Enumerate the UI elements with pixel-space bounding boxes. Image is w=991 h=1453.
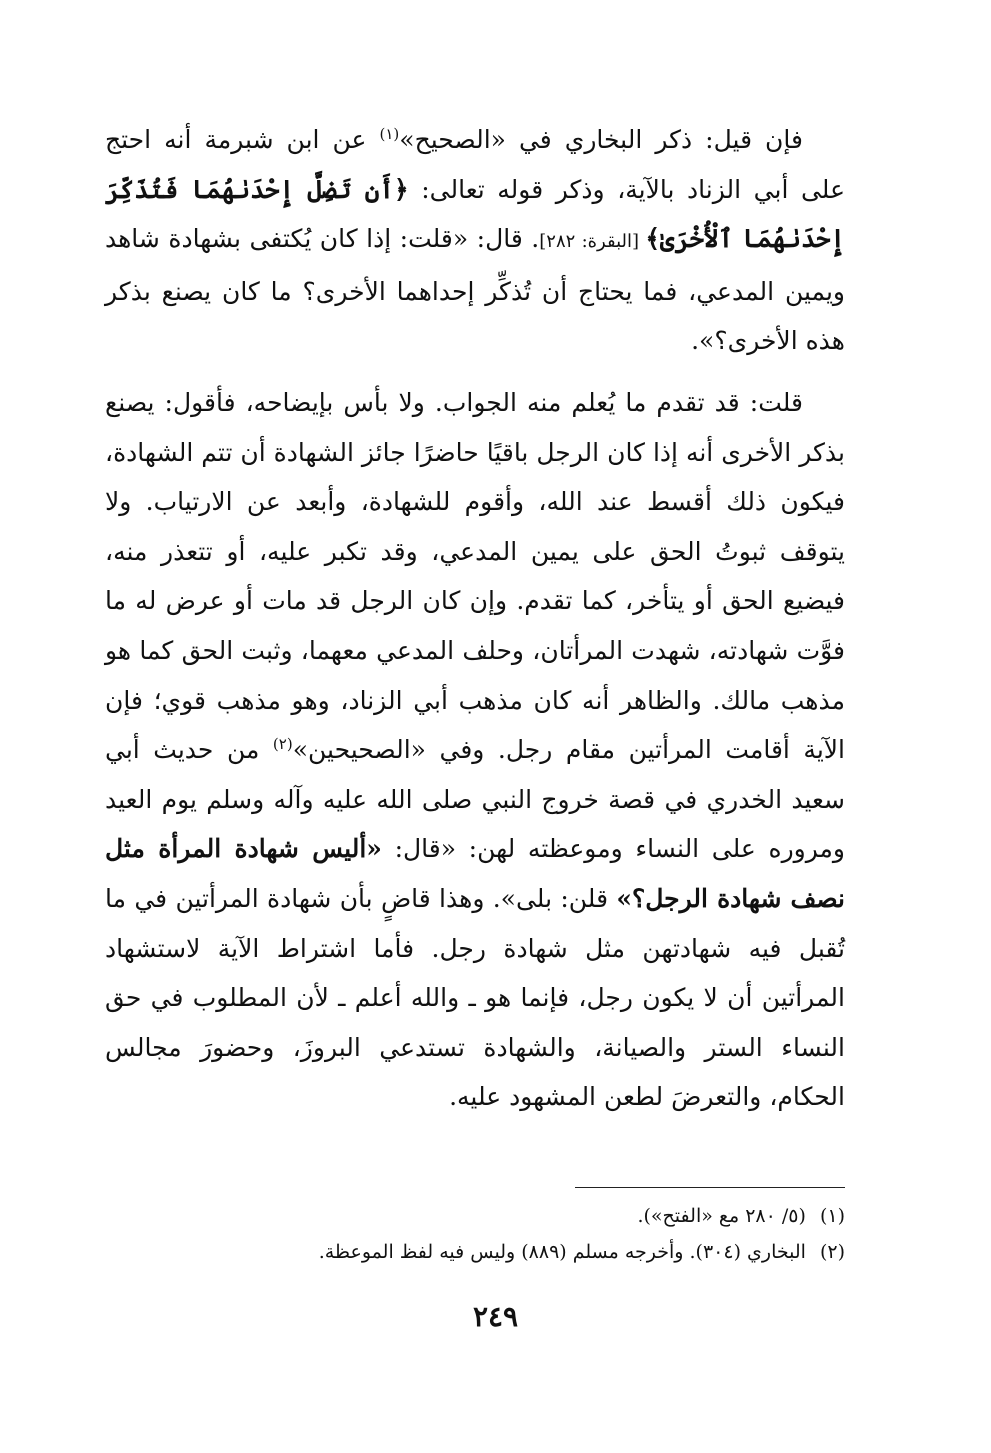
footnote-ref-1[interactable]: (١) (379, 125, 400, 143)
page-number: ٢٤٩ (472, 1300, 519, 1333)
footnote-1-number: (١) (819, 1205, 845, 1227)
footnote-1 (105, 1198, 845, 1234)
p2-text-a: قلت: قد تقدم ما يُعلم منه الجواب. ولا بأس بإيضاحه، فأقول: يصنع بذكر الأخرى أنه إذا كان الرجل باقيًا حاضرًا جائز الشهادة أن تتم الشهادة، فيكون ذلك أقسط عند الله، وأقوم للشهادة، وأبعد عن الارتياب. ولا يتوقف ثبوتُ الحق على يمين المدعي، وقد تكبر عليه، أو تتعذر منه، فيضيع الحق أو يتأخر، كما تقدم. وإن كان الرجل قد مات أو عرض له ما فوَّت شهادته، شهدت المرأتان، وحلف المدعي معهما، وثبت الحق كما هو مذهب مالك. والظاهر أنه كان مذهب أبي الزناد، وهو مذهب قوي؛ فإن الآية أقامت المرأتين مقام رجل. وفي «الصحيحين» (105, 387, 845, 765)
footnote-1-text: (٥/ ٢٨٠ مع «الفتح»). (637, 1205, 806, 1227)
p2-text-b: من حديث أبي سعيد الخدري في قصة خروج النبي صلى الله عليه وآله وسلم يوم العيد ومروره على النساء وموعظته لهن: «قال: (105, 735, 845, 864)
footnote-ref-2[interactable]: (٢) (272, 735, 293, 754)
p2-text-c: قلن: بلى». وهذا قاضٍ بأن شهادة المرأتين في ما تُقبل فيه شهادتهن مثل شهادة رجل. فأما اشتراط الآية لاستشهاد المرأتين أن لا يكون رجل، فإنما هو ـ والله أعلم ـ لأن المطلوب في حق النساء الستر والصيانة، والشهادة تستدعي البروزَ، وحضورَ مجالس الحكام، والتعرضَ لطعن المشهود عليه. (105, 883, 845, 1112)
footnote-2 (105, 1234, 845, 1270)
footnote-divider (575, 1187, 845, 1188)
paragraph-1 (105, 115, 845, 366)
p1-text-a: فإن قيل: ذكر البخاري في «الصحيح» (399, 125, 803, 154)
p1-text-b: عن ابن شبرمة أنه احتج على أبي الزناد بالآية، وذكر قوله تعالى: (105, 125, 845, 204)
footnotes (105, 1198, 845, 1270)
quran-verse: ﴿أَن تَضِلَّ إِحْدَىٰهُمَا فَتُذَكِّرَ إِحْدَىٰهُمَا ٱلْأُخْرَىٰ﴾ (105, 174, 845, 254)
p1-text-c: . قال: «قلت: إذا كان يُكتفى بشهادة شاهد ويمين المدعي، فما يحتاج أن تُذكِّر إحداهما الأخرى؟ ما كان يصنع بذكر هذه الأخرى؟». (105, 224, 845, 356)
main-text (105, 115, 845, 1122)
hadith-quote: «أليس شهادة المرأة مثل نصف شهادة الرجل؟» (105, 834, 845, 913)
surah-reference: [البقرة: ٢٨٢] (539, 231, 646, 253)
footnote-2-number: (٢) (819, 1241, 845, 1263)
footnote-2-text: البخاري (٣٠٤). وأخرجه مسلم (٨٨٩) وليس فيه لفظ الموعظة. (318, 1241, 806, 1263)
paragraph-2 (105, 378, 845, 1122)
